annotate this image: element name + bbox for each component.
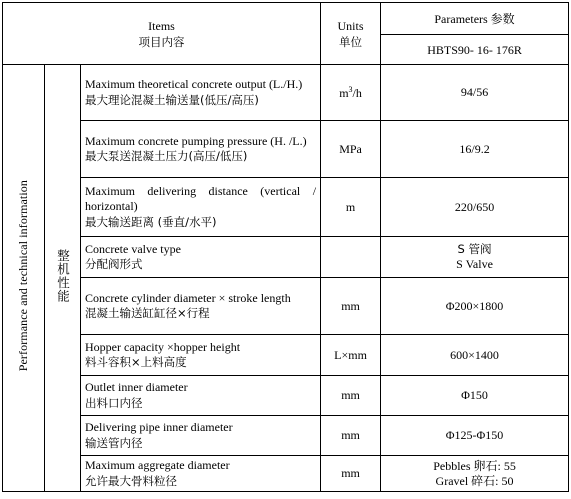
side-label-en-cell <box>3 65 45 492</box>
item-label-cn: 最大输送距离 (垂直/水平) <box>85 214 217 229</box>
item-label-cn: 分配阀形式 <box>85 257 143 271</box>
value-cell <box>381 416 569 456</box>
unit-tail: /h <box>352 85 362 100</box>
value-cell <box>381 121 569 178</box>
side-label-cn-cell <box>45 65 81 492</box>
unit: mm <box>341 466 360 480</box>
items-header-cn: 项目内容 <box>138 34 185 49</box>
value-line-1: Pebbles 卵石: 55 <box>433 458 516 473</box>
units-header-cn: 单位 <box>339 34 363 49</box>
unit-cell <box>321 178 381 237</box>
value-cell <box>381 278 569 335</box>
item-label-cn: 最大理论混凝土输送量(低压/高压) <box>85 92 259 107</box>
item-label-cn: 混凝土输送缸缸径×行程 <box>85 306 210 320</box>
item-label-en: Maximum theoretical concrete output (L./H.) <box>85 77 303 91</box>
item-label-cn: 出料口内径 <box>85 395 143 410</box>
side-label-cn: 整机性能 <box>55 249 71 303</box>
value-cell <box>381 178 569 237</box>
item-label-cn: 最大泵送混凝土压力(高压/低压) <box>85 149 248 163</box>
item-cell <box>81 65 321 121</box>
value-cell <box>381 65 569 121</box>
item-cell <box>81 376 321 416</box>
value-line-2: Gravel 碎石: 50 <box>435 473 514 488</box>
unit: mm <box>341 388 360 402</box>
item-label-en: Outlet inner diameter <box>85 380 188 394</box>
item-label-en: Hopper capacity ×hopper height <box>85 339 241 354</box>
value-cell <box>381 237 569 278</box>
value: 94/56 <box>460 85 489 99</box>
parameters-header <box>381 3 569 35</box>
unit-cell <box>321 65 381 121</box>
unit-cell <box>321 121 381 178</box>
unit-superscript: 3 <box>348 84 353 94</box>
item-cell <box>81 178 321 237</box>
unit-cell <box>321 237 381 278</box>
item-label-en: Maximum concrete pumping pressure (H. /L.) <box>85 133 307 148</box>
item-label-en: Concrete valve type <box>85 241 181 256</box>
model-number: HBTS90- 16- 176R <box>427 42 522 57</box>
units-header <box>321 3 381 65</box>
unit: m <box>345 199 356 214</box>
item-cell <box>81 335 321 376</box>
item-label-cn: 允许最大骨料粒径 <box>85 473 177 488</box>
value-cell <box>381 335 569 376</box>
item-label-en: Maximum delivering distance (vertical / horizontal) <box>85 183 317 214</box>
item-label-cn: 输送管内径 <box>85 435 143 450</box>
item-label-cn: 料斗容积×上料高度 <box>85 355 187 369</box>
unit-base: m <box>339 85 349 100</box>
side-label-en: Performance and technical information <box>16 180 30 372</box>
item-label-en: Maximum aggregate diameter <box>85 458 230 472</box>
item-cell <box>81 121 321 178</box>
item-label-en: Concrete cylinder diameter × stroke length <box>85 290 291 305</box>
value: 220/650 <box>454 199 495 214</box>
value-cell <box>381 376 569 416</box>
item-cell <box>81 237 321 278</box>
unit-cell <box>321 278 381 335</box>
items-header-en: Items <box>148 18 175 33</box>
value: Φ125-Φ150 <box>445 428 504 442</box>
value-line-1: S 管阀 <box>457 242 492 256</box>
item-cell <box>81 278 321 335</box>
unit-cell <box>321 456 381 492</box>
unit: L×mm <box>334 347 367 362</box>
value: Φ150 <box>461 388 488 402</box>
value: 16/9.2 <box>459 141 490 156</box>
units-header-en: Units <box>337 18 364 33</box>
value-line-2: S Valve <box>456 257 493 271</box>
unit: mm <box>341 298 360 313</box>
item-cell <box>81 416 321 456</box>
unit: MPa <box>339 141 362 156</box>
item-cell <box>81 456 321 492</box>
items-header <box>3 3 321 65</box>
model-header <box>381 35 569 65</box>
unit-cell <box>321 416 381 456</box>
value: Φ200×1800 <box>445 298 504 313</box>
parameters-header-label: Parameters 参数 <box>434 11 515 26</box>
value: 600×1400 <box>450 347 499 362</box>
value-cell <box>381 456 569 492</box>
unit: mm <box>341 428 360 442</box>
item-label-en: Delivering pipe inner diameter <box>85 420 233 434</box>
unit-cell <box>321 376 381 416</box>
spec-table <box>2 2 569 492</box>
unit-cell <box>321 335 381 376</box>
